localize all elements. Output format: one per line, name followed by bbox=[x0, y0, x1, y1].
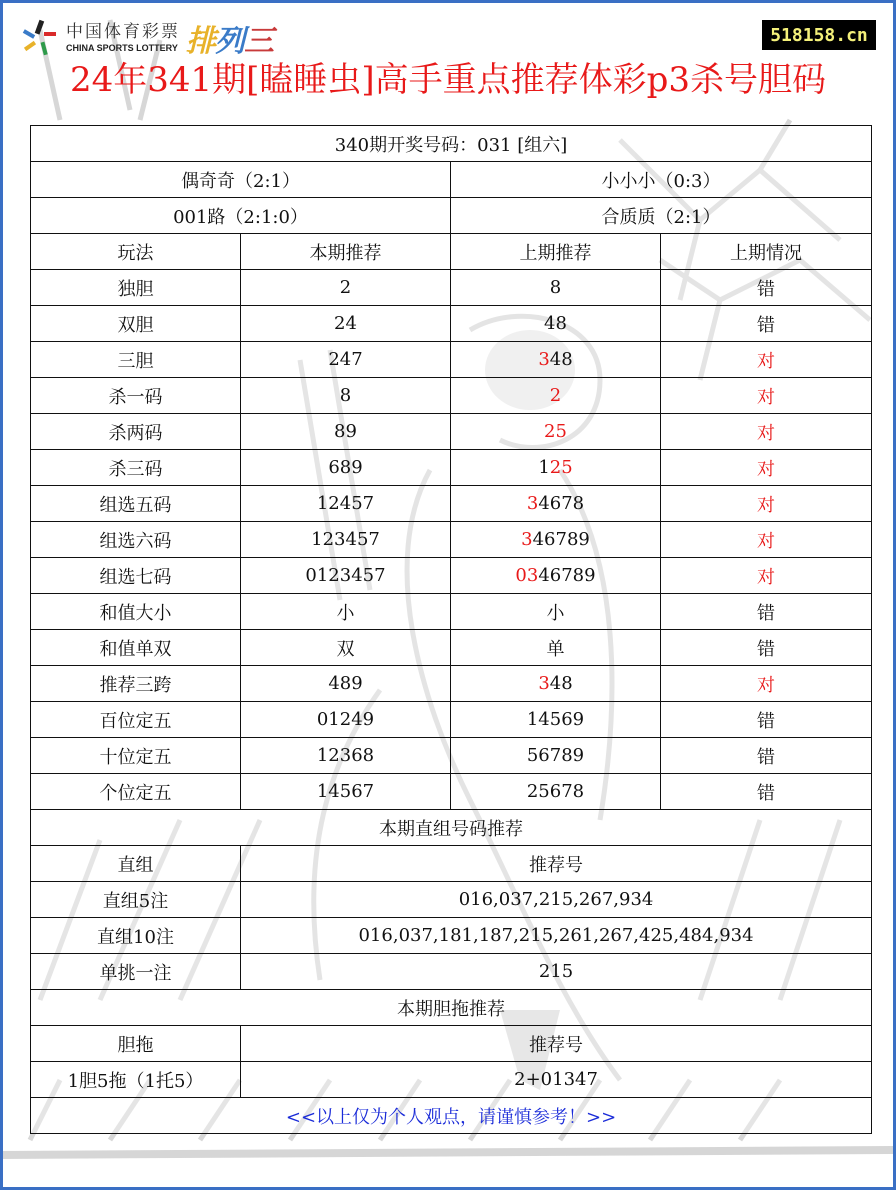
prediction-row bbox=[31, 774, 872, 810]
previous-recommendation-cell bbox=[451, 666, 661, 702]
page-header bbox=[0, 0, 896, 120]
prev-rest-digits: 8 bbox=[549, 277, 562, 298]
result-status-cell: 错 bbox=[661, 702, 872, 738]
result-status-cell: 错 bbox=[661, 738, 872, 774]
prev-rest-digits: 14569 bbox=[526, 709, 585, 730]
prediction-row bbox=[31, 378, 872, 414]
result-status-cell: 错 bbox=[661, 270, 872, 306]
previous-recommendation-cell bbox=[451, 414, 661, 450]
column-header: 上期推荐 bbox=[451, 234, 661, 270]
direct-row bbox=[31, 918, 872, 954]
result-status-cell: 对 bbox=[661, 378, 872, 414]
lottery-logo bbox=[20, 18, 273, 58]
current-recommendation-cell: 01249 bbox=[241, 702, 451, 738]
current-recommendation-cell: 14567 bbox=[241, 774, 451, 810]
game-char: 列 bbox=[215, 24, 244, 59]
prediction-row bbox=[31, 594, 872, 630]
prediction-row bbox=[31, 270, 872, 306]
page-title: 24年341期[瞌睡虫]高手重点推荐体彩p3杀号胆码 bbox=[69, 60, 827, 100]
prev-hit-digits: 3 bbox=[526, 493, 539, 514]
direct-row bbox=[31, 882, 872, 918]
prev-hit-digits: 3 bbox=[538, 673, 550, 694]
prev-rest-digits: 小 bbox=[546, 602, 565, 624]
stats-row bbox=[31, 162, 872, 198]
current-recommendation-cell: 89 bbox=[241, 414, 451, 450]
current-recommendation-cell: 8 bbox=[241, 378, 451, 414]
dantuo-row bbox=[31, 1062, 872, 1098]
play-type-cell: 组选六码 bbox=[31, 522, 241, 558]
direct-row bbox=[31, 954, 872, 990]
dantuo-value: 2+01347 bbox=[241, 1062, 872, 1098]
prediction-row bbox=[31, 738, 872, 774]
current-recommendation-cell: 123457 bbox=[241, 522, 451, 558]
current-recommendation-cell: 489 bbox=[241, 666, 451, 702]
previous-recommendation-cell bbox=[451, 306, 661, 342]
previous-recommendation-cell bbox=[451, 450, 661, 486]
play-type-cell: 和值大小 bbox=[31, 594, 241, 630]
play-type-cell: 百位定五 bbox=[31, 702, 241, 738]
disclaimer-text: <<以上仅为个人观点，请谨慎参考！>> bbox=[31, 1098, 872, 1134]
game-name-logo bbox=[186, 16, 273, 60]
play-type-cell: 组选七码 bbox=[31, 558, 241, 594]
previous-recommendation-cell bbox=[451, 558, 661, 594]
column-header: 玩法 bbox=[31, 234, 241, 270]
dantuo-label: 1胆5拖（1托5） bbox=[31, 1062, 241, 1098]
current-recommendation-cell: 24 bbox=[241, 306, 451, 342]
current-recommendation-cell: 2 bbox=[241, 270, 451, 306]
footer-row bbox=[31, 1098, 872, 1134]
play-type-cell: 个位定五 bbox=[31, 774, 241, 810]
current-recommendation-cell: 0123457 bbox=[241, 558, 451, 594]
prev-hit-digits: 03 bbox=[515, 565, 539, 586]
result-status-cell: 对 bbox=[661, 342, 872, 378]
prediction-row bbox=[31, 522, 872, 558]
site-badge[interactable]: 518158.cn bbox=[762, 20, 876, 50]
direct-value: 215 bbox=[241, 954, 872, 990]
prev-rest-digits: 56789 bbox=[526, 745, 585, 766]
recommendation-table bbox=[30, 125, 872, 1134]
direct-label: 直组10注 bbox=[31, 918, 241, 954]
direct-value: 016,037,215,267,934 bbox=[241, 882, 872, 918]
result-status-cell: 对 bbox=[661, 486, 872, 522]
result-status-cell: 错 bbox=[661, 774, 872, 810]
lottery-logo-icon bbox=[20, 18, 60, 58]
section-title-row bbox=[31, 810, 872, 846]
play-type-cell: 推荐三跨 bbox=[31, 666, 241, 702]
current-recommendation-cell: 双 bbox=[241, 630, 451, 666]
column-header-row bbox=[31, 234, 872, 270]
stats-cell: 偶奇奇（2:1） bbox=[31, 162, 451, 198]
current-recommendation-cell: 689 bbox=[241, 450, 451, 486]
prediction-row bbox=[31, 306, 872, 342]
result-status-cell: 对 bbox=[661, 666, 872, 702]
previous-recommendation-cell bbox=[451, 342, 661, 378]
play-type-cell: 和值单双 bbox=[31, 630, 241, 666]
previous-recommendation-cell bbox=[451, 378, 661, 414]
play-type-cell: 独胆 bbox=[31, 270, 241, 306]
column-header: 上期情况 bbox=[661, 234, 872, 270]
logo-en-text: CHINA SPORTS LOTTERY bbox=[66, 42, 178, 53]
result-status-cell: 错 bbox=[661, 630, 872, 666]
prediction-row bbox=[31, 630, 872, 666]
prev-hit-digits: 3 bbox=[521, 529, 533, 550]
prediction-row bbox=[31, 450, 872, 486]
dantuo-header-value: 推荐号 bbox=[241, 1026, 872, 1062]
direct-value: 016,037,181,187,215,261,267,425,484,934 bbox=[241, 918, 872, 954]
section-title-row bbox=[31, 990, 872, 1026]
direct-section-title: 本期直组号码推荐 bbox=[31, 810, 872, 846]
play-type-cell: 组选五码 bbox=[31, 486, 241, 522]
prev-rest-digits: 4678 bbox=[538, 493, 585, 514]
game-char: 排 bbox=[186, 24, 215, 59]
prediction-rows bbox=[31, 270, 872, 810]
prev-rest-digits: 单 bbox=[546, 638, 565, 660]
section-header-row bbox=[31, 846, 872, 882]
prediction-row bbox=[31, 702, 872, 738]
dantuo-section-title: 本期胆拖推荐 bbox=[31, 990, 872, 1026]
previous-recommendation-cell bbox=[451, 486, 661, 522]
prediction-row bbox=[31, 558, 872, 594]
play-type-cell: 十位定五 bbox=[31, 738, 241, 774]
stats-cell: 小小小（0:3） bbox=[451, 162, 872, 198]
play-type-cell: 杀三码 bbox=[31, 450, 241, 486]
direct-header-value: 推荐号 bbox=[241, 846, 872, 882]
prev-hit-digits: 2 bbox=[549, 385, 562, 406]
prev-rest-digits: 46789 bbox=[538, 565, 596, 586]
previous-recommendation-cell bbox=[451, 522, 661, 558]
previous-recommendation-cell bbox=[451, 702, 661, 738]
direct-header-label: 直组 bbox=[31, 846, 241, 882]
play-type-cell: 杀两码 bbox=[31, 414, 241, 450]
current-recommendation-cell: 247 bbox=[241, 342, 451, 378]
result-status-cell: 错 bbox=[661, 594, 872, 630]
current-recommendation-cell: 小 bbox=[241, 594, 451, 630]
prev-rest-digits: 48 bbox=[544, 313, 567, 334]
prev-miss-digits: 1 bbox=[538, 457, 550, 478]
previous-recommendation-cell bbox=[451, 774, 661, 810]
previous-recommendation-cell bbox=[451, 738, 661, 774]
game-char: 三 bbox=[244, 24, 273, 59]
direct-label: 直组5注 bbox=[31, 882, 241, 918]
section-header-row bbox=[31, 1026, 872, 1062]
prev-hit-digits: 25 bbox=[549, 457, 573, 478]
result-status-cell: 对 bbox=[661, 414, 872, 450]
prediction-row bbox=[31, 342, 872, 378]
prev-rest-digits: 48 bbox=[549, 673, 573, 694]
stats-cell: 001路（2:1:0） bbox=[31, 198, 451, 234]
prev-rest-digits: 46789 bbox=[532, 529, 590, 550]
result-status-cell: 对 bbox=[661, 522, 872, 558]
stats-row bbox=[31, 198, 872, 234]
prediction-row bbox=[31, 414, 872, 450]
previous-recommendation-cell bbox=[451, 594, 661, 630]
stats-cell: 合质质（2:1） bbox=[451, 198, 872, 234]
result-status-cell: 错 bbox=[661, 306, 872, 342]
prev-hit-digits: 3 bbox=[538, 349, 550, 370]
current-recommendation-cell: 12457 bbox=[241, 486, 451, 522]
dantuo-header-label: 胆拖 bbox=[31, 1026, 241, 1062]
prev-hit-digits: 25 bbox=[544, 421, 567, 442]
direct-label: 单挑一注 bbox=[31, 954, 241, 990]
result-status-cell: 对 bbox=[661, 450, 872, 486]
current-recommendation-cell: 12368 bbox=[241, 738, 451, 774]
prediction-row bbox=[31, 666, 872, 702]
logo-cn-text: 中国体育彩票 bbox=[66, 21, 180, 42]
previous-recommendation-cell bbox=[451, 270, 661, 306]
prev-rest-digits: 25678 bbox=[526, 781, 585, 802]
prediction-row bbox=[31, 486, 872, 522]
last-draw-cell: 340期开奖号码：031 [组六] bbox=[31, 126, 872, 162]
last-draw-row bbox=[31, 126, 872, 162]
prev-rest-digits: 48 bbox=[549, 349, 573, 370]
column-header: 本期推荐 bbox=[241, 234, 451, 270]
previous-recommendation-cell bbox=[451, 630, 661, 666]
result-status-cell: 对 bbox=[661, 558, 872, 594]
play-type-cell: 三胆 bbox=[31, 342, 241, 378]
play-type-cell: 双胆 bbox=[31, 306, 241, 342]
play-type-cell: 杀一码 bbox=[31, 378, 241, 414]
